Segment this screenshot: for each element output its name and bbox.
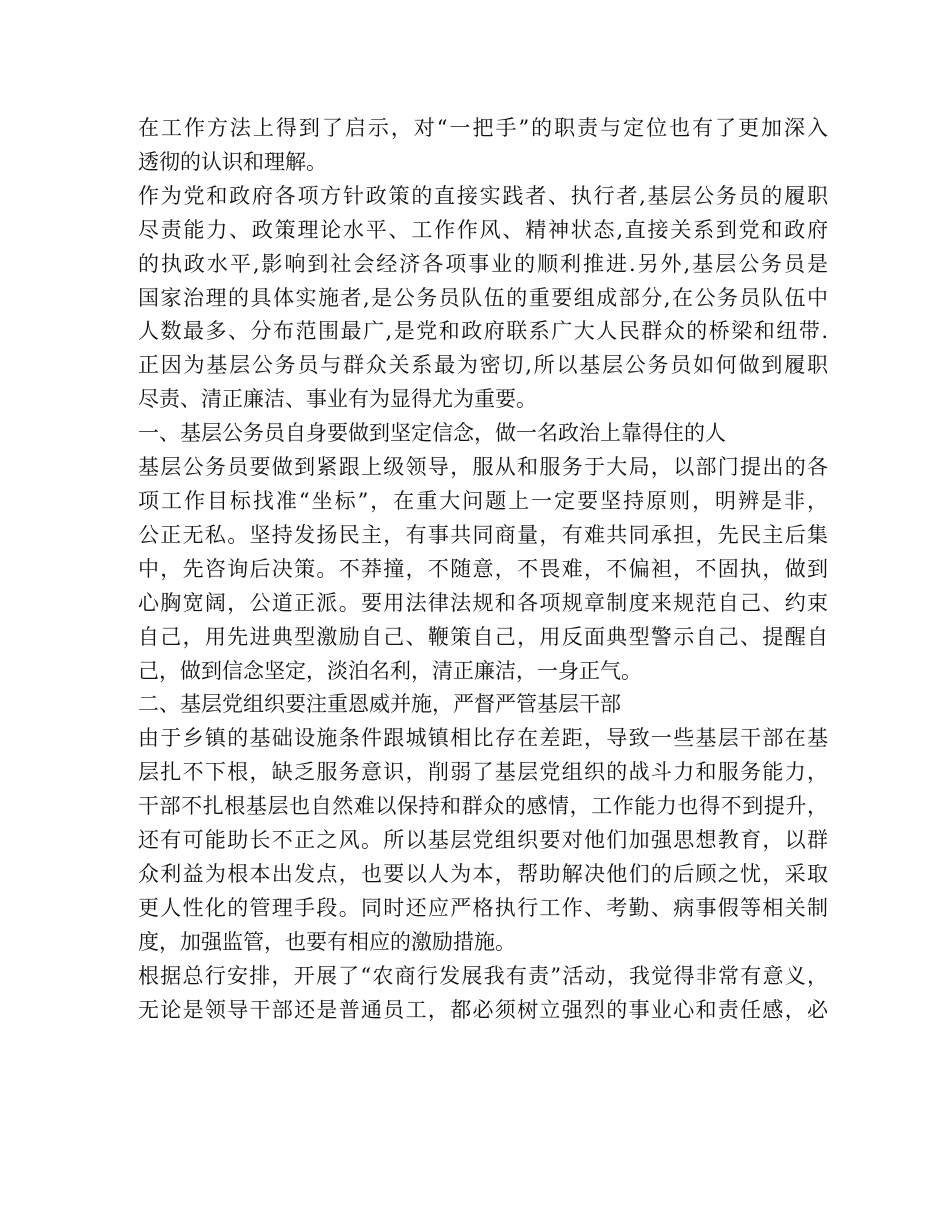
text-line: 尽责、清正廉洁、事业有为显得尤为重要。 (138, 387, 537, 412)
text-line: 己，做到信念坚定，淡泊名利，清正廉洁，一身正气。 (138, 658, 642, 683)
text-line: 中，先咨询后决策。不莽撞，不随意，不畏难，不偏袒，不固执，做到 (138, 556, 828, 581)
text-line: 基层公务员要做到紧跟上级领导，服从和服务于大局，以部门提出的各 (138, 455, 828, 480)
text-line: 公正无私。坚持发扬民主，有事共同商量，有难共同承担，先民主后集 (138, 522, 828, 547)
paragraph (138, 960, 828, 1028)
text-line: 由于乡镇的基础设施条件跟城镇相比存在差距，导致一些基层干部在基 (138, 726, 828, 751)
text-line: 心胸宽阔，公道正派。要用法律法规和各项规章制度来规范自己、约束 (138, 590, 828, 615)
text-line: 在工作方法上得到了启示，对“一把手”的职责与定位也有了更加深入 (138, 116, 828, 140)
text-line: 自己，用先进典型激励自己、鞭策自己，用反面典型警示自己、提醒自 (138, 624, 828, 649)
text-line: 无论是领导干部还是普通员工，都必须树立强烈的事业心和责任感，必 (138, 997, 828, 1022)
text-line: 作为党和政府各项方针政策的直接实践者、执行者,基层公务员的履职 (138, 183, 828, 208)
paragraph (138, 688, 828, 722)
text-line: 二、基层党组织要注重恩威并施，严督严管基层干部 (138, 692, 621, 717)
text-line: 干部不扎根基层也自然难以保持和群众的感情，工作能力也得不到提升， (138, 794, 828, 819)
paragraph (138, 417, 828, 451)
text-line: 人数最多、分布范围最广,是党和政府联系广大人民群众的桥梁和纽带. (138, 319, 828, 344)
text-line: 度，加强监管，也要有相应的激励措施。 (138, 929, 516, 954)
text-line: 项工作目标找准“坐标”，在重大问题上一定要坚持原则，明辨是非， (138, 488, 828, 513)
text-line: 层扎不下根，缺乏服务意识，削弱了基层党组织的战斗力和服务能力， (138, 760, 828, 785)
paragraph (138, 451, 828, 688)
text-line: 众利益为根本出发点，也要以人为本，帮助解决他们的后顾之忧，采取 (138, 861, 828, 886)
text-line: 一、基层公务员自身要做到坚定信念，做一名政治上靠得住的人 (138, 421, 726, 446)
paragraph (138, 180, 828, 417)
text-line: 尽责能力、政策理论水平、工作作风、精神状态,直接关系到党和政府 (138, 217, 828, 242)
paragraph (138, 722, 828, 959)
text-line: 还有可能助长不正之风。所以基层党组织要对他们加强思想教育，以群 (138, 828, 828, 853)
text-line: 国家治理的具体实施者,是公务员队伍的重要组成部分,在公务员队伍中 (138, 285, 828, 310)
document-body (138, 112, 828, 1027)
paragraph (138, 112, 828, 180)
text-line: 的执政水平,影响到社会经济各项事业的顺利推进.另外,基层公务员是 (138, 251, 828, 276)
text-line: 透彻的认识和理解。 (138, 149, 327, 174)
text-line: 正因为基层公务员与群众关系最为密切,所以基层公务员如何做到履职 (138, 353, 828, 378)
text-line: 更人性化的管理手段。同时还应严格执行工作、考勤、病事假等相关制 (138, 895, 828, 920)
text-line: 根据总行安排，开展了“农商行发展我有责”活动，我觉得非常有意义， (138, 963, 828, 988)
